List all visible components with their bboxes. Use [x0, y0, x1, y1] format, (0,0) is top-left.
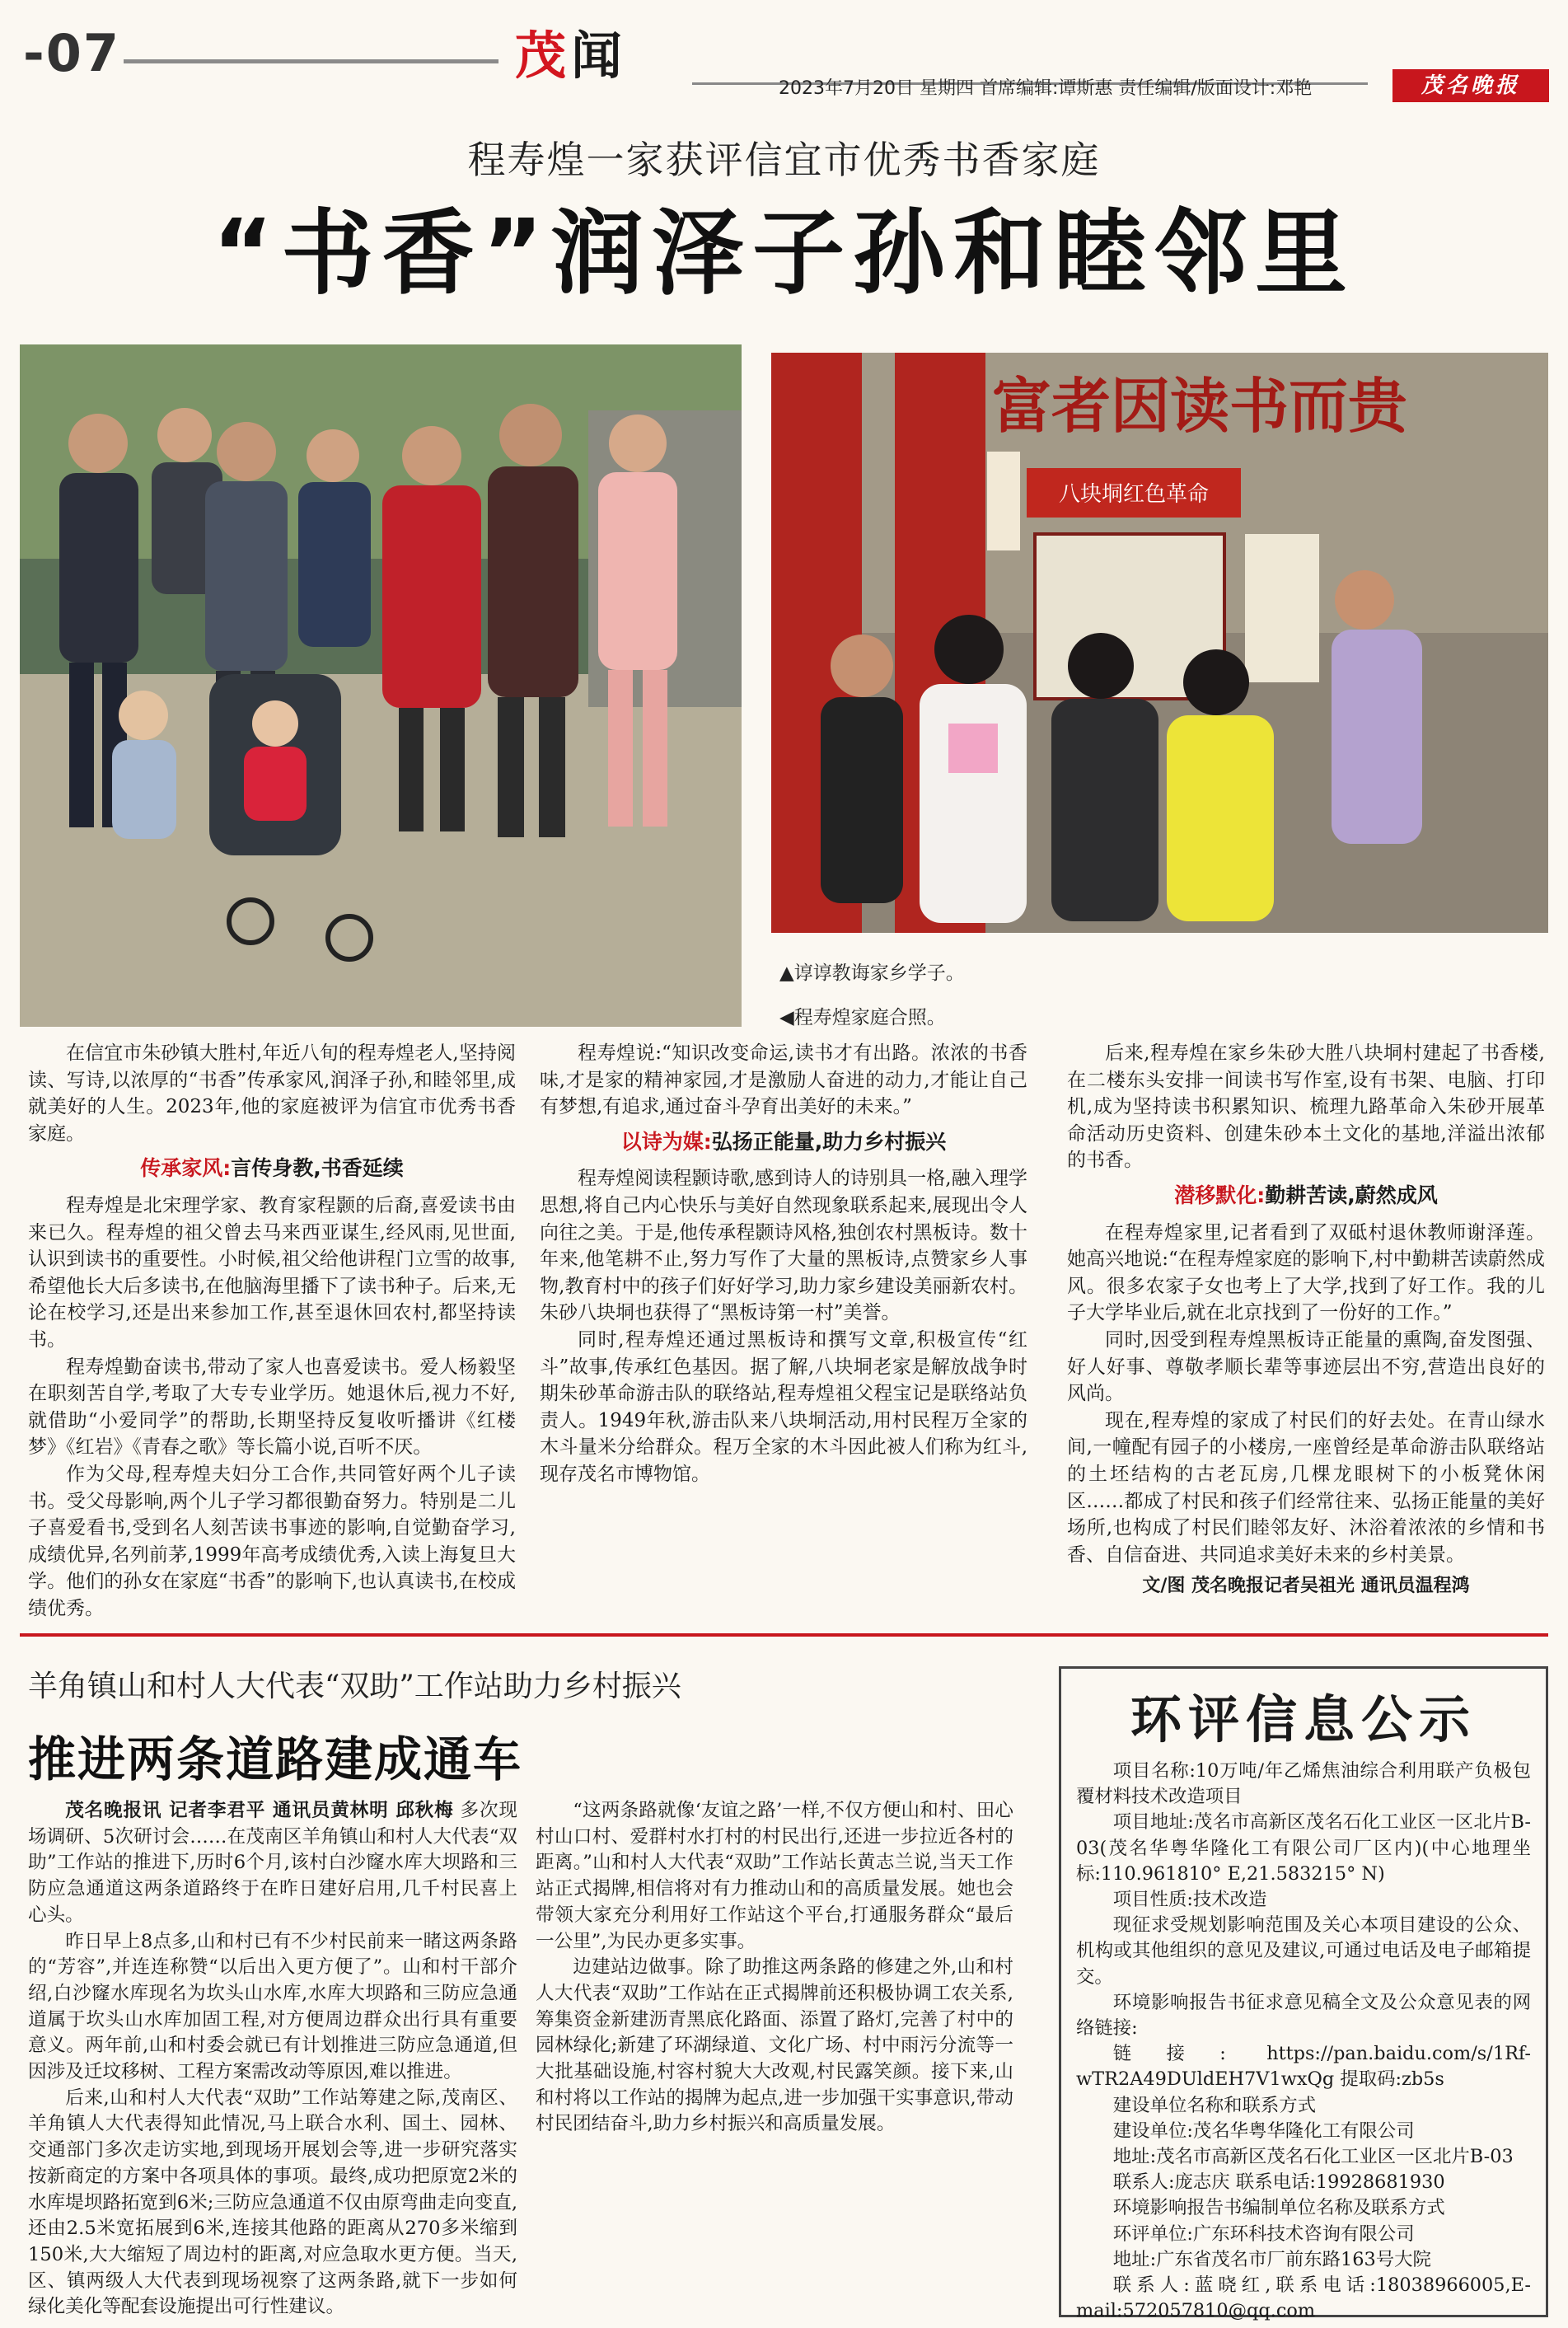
- subhead-rest: 言传身教,书香延续: [231, 1156, 404, 1181]
- story1-byline: 文/图 茂名晚报记者吴祖光 通讯员温程鸿: [1142, 1576, 1470, 1597]
- subhead-key: 传承家风: [140, 1156, 223, 1181]
- notice-line: 环境影响报告书编制单位名称及联系方式: [1112, 2197, 1445, 2219]
- header-rule: [124, 59, 498, 63]
- notice-line: 联系人:蓝晓红,联系电话:18038966005,E-mail:572057810@qq.com: [1076, 2274, 1531, 2322]
- story1-paragraph: 程寿煌勤奋读书,带动了家人也喜爱读书。爱人杨毅坚在职刻苦自学,考取了大专专业学历。她退休后,视力不好,就借助“小爱同学”的帮助,长期坚持反复收听播讲《红楼梦》《红岩》《青春之歌》等长篇小说,百听不厌。: [28, 1356, 516, 1459]
- family-photo: [20, 344, 742, 1027]
- banner-text: 八块垌红色革命: [1058, 482, 1210, 507]
- story1-intro: 在信宜市朱砂镇大胜村,年近八旬的程寿煌老人,坚持阅读、写诗,以浓厚的“书香”传承家风,润泽子孙,和睦邻里,成就美好的人生。2023年,他的家庭被评为信宜市优秀书香家庭。: [28, 1042, 516, 1145]
- subhead-rest: 弘扬正能量,助力乡村振兴: [711, 1129, 947, 1154]
- notice-line: 地址:广东省茂名市厂前东路163号大院: [1112, 2248, 1431, 2270]
- story1-subhead-2: 以诗为媒:弘扬正能量,助力乡村振兴: [620, 1129, 947, 1154]
- story2-byline: 茂名晚报讯 记者李君平 通讯员黄林明 邱秋梅: [65, 1800, 454, 1821]
- notice-line: 项目性质:技术改造: [1112, 1889, 1267, 1911]
- story2-paragraph: “这两条路就像‘友谊之路’一样,不仅方便山和村、田心村山口村、爱群村水打村的村民出行,还进一步拉近各村的距离。”山和村人大代表“双助”工作站长黄志兰说,当天工作站正式揭牌,相信将对有力推动山和的高质量发展。她也会带领大家充分利用好工作站这个平台,打通服务群众“最后一公里”,为民办更多实事。: [536, 1800, 1013, 1952]
- story2-lead-text: 多次现场调研、5次研讨会……在茂南区羊角镇山和村人大代表“双助”工作站的推进下,历时6个月,该村白沙窿水库大坝路和三防应急通道这两条道路终于在昨日建好启用,几千村民喜上心头。: [28, 1800, 518, 1926]
- notice-line: 地址:茂名市高新区茂名石化工业区一区北片B-03: [1112, 2146, 1514, 2168]
- story1-paragraph: 程寿煌是北宋理学家、教育家程颢的后裔,喜爱读书由来已久。程寿煌的祖父曾去马来西亚谋生,经风雨,见世面,认识到读书的重要性。小时候,祖父给他讲程门立雪的故事,希望他长大后多读书,在他脑海里播下了读书种子。后来,无论在校学习,还是出来参加工作,甚至退休回农村,都坚持读书。: [28, 1194, 516, 1351]
- photo-caption-right: ▲谆谆教诲家乡学子。: [779, 963, 965, 984]
- story1-paragraph: 后来,程寿煌在家乡朱砂大胜八块垌村建起了书香楼,在二楼东头安排一间读书写作室,设有书架、电脑、打印机,成为坚持读书积累知识、梳理九路革命入朱砂开展革命活动历史资料、创建朱砂本土文化的基地,洋溢出浓郁的书香。: [1067, 1042, 1545, 1172]
- story1-paragraph: 现在,程寿煌的家成了村民们的好去处。在青山绿水间,一幢配有园子的小楼房,一座曾经是革命游击队联络站的土坯结构的古老瓦房,几棵龙眼树下的小板凳休闲区……都成了村民和孩子们经常往来、弘扬正能量的美好场所,也构成了村民们睦邻友好、沐浴着浓浓的乡情和书香、自信奋进、共同追求美好未来的乡村美景。: [1067, 1409, 1545, 1566]
- eia-notice-box: [1059, 1666, 1548, 2322]
- notice-line: 项目地址:茂名市高新区茂名石化工业区一区北片B-03(茂名华粤华隆化工有限公司厂区内)(中心地理坐标:110.961810° E,21.583215° N): [1076, 1811, 1531, 1885]
- page-number: -07: [23, 23, 121, 83]
- story1-paragraph: 在程寿煌家里,记者看到了双砥村退休教师谢泽莲。她高兴地说:“在程寿煌家庭的影响下,村中勤耕苦读蔚然成风。很多农家子女也考上了大学,找到了好工作。我的儿子大学毕业后,就在北京找到了一份好的工作。”: [1067, 1221, 1545, 1324]
- page-header: [0, 0, 1568, 115]
- sign-text: 富者因读书而贵: [991, 371, 1408, 441]
- masthead-logo: 茂名晚报: [1392, 69, 1549, 102]
- subhead-key: 潜移默化: [1174, 1183, 1257, 1207]
- section-logo-mao: 茂: [515, 26, 572, 86]
- dateline: 2023年7月20日 星期四 首席编辑:谭斯惠 责任编辑/版面设计:邓艳: [779, 78, 1313, 99]
- family-photo-illustration: [20, 344, 742, 1027]
- story2-paragraph: 边建站边做事。除了助推这两条路的修建之外,山和村人大代表“双助”工作站在正式揭牌前还积极协调工农关系,筹集资金新建沥青黑底化路面、添置了路灯,完善了村中的园林绿化;新建了环湖绿道、文化广场、村中雨污分流等一大批基础设施,村容村貌大大改观,村民露笑颜。接下来,山和村将以工作站的揭牌为起点,进一步加强干实事意识,带动村民团结奋斗,助力乡村振兴和高质量发展。: [536, 1956, 1013, 2135]
- notice-line: 项目名称:10万吨/年乙烯焦油综合利用联产负极包覆材料技术改造项目: [1076, 1760, 1531, 1808]
- story1-paragraph: 作为父母,程寿煌夫妇分工合作,共同管好两个儿子读书。受父母影响,两个儿子学习都很勤奋努力。特别是二儿子喜爱看书,受到名人刻苦读书事迹的影响,自觉勤奋学习,成绩优异,名列前茅,1999年高考成绩优秀,入读上海复旦大学。他们的孙女在家庭“书香”的影响下,也认真读书,在校成绩优秀。: [28, 1463, 516, 1619]
- section-logo: [515, 15, 627, 88]
- story1-column-2: [540, 1040, 1027, 1488]
- notice-line: 联系人:庞志庆 联系电话:19928681930: [1112, 2171, 1445, 2194]
- notice-link[interactable]: 链接: https://pan.baidu.com/s/1Rf-wTR2A49DUldEH7V1wxQg 提取码:zb5s: [1076, 2043, 1531, 2091]
- story2-paragraph: 后来,山和村人大代表“双助”工作站筹建之际,茂南区、羊角镇人大代表得知此情况,马上联合水利、国土、园林、交通部门多次走访实地,到现场开展划会等,进一步研究落实按新商定的方案中各项具体的事项。最终,成功把原宽2米的水库堤坝路拓宽到6米;三防应急通道不仅由原弯曲走向变直,还由2.5米宽拓展到6米,连接其他路的距离从270多米缩到150米,大大缩短了周边村的距离,对应急取水更方便。当天,区、镇两级人大代表到现场视察了这两条路,就下一步如何绿化美化等配套设施提出可行性建议。: [28, 2087, 518, 2318]
- story2-kicker: 羊角镇山和村人大代表“双助”工作站助力乡村振兴: [28, 1670, 681, 1703]
- story1-paragraph: 同时,因受到程寿煌黑板诗正能量的熏陶,奋发图强、好人好事、尊敬孝顺长辈等事迹层出不穷,营造出良好的风尚。: [1067, 1328, 1545, 1405]
- notice-line: 现征求受规划影响范围及关心本项目建设的公众、机构或其他组织的意见及建议,可通过电话及电子邮箱提交。: [1076, 1914, 1531, 1988]
- notice-title: 环评信息公示: [1130, 1689, 1477, 1750]
- subhead-key: 以诗为媒: [620, 1129, 704, 1154]
- section-divider: [20, 1633, 1548, 1637]
- story1-column-3: [1067, 1040, 1545, 1600]
- story1-column-1: [28, 1040, 516, 1622]
- notice-line: 建设单位名称和联系方式: [1112, 2094, 1317, 2116]
- story1-paragraph: 程寿煌阅读程颢诗歌,感到诗人的诗别具一格,融入理学思想,将自己内心快乐与美好自然现象联系起来,展现出令人向往之美。于是,他传承程颢诗风格,独创农村黑板诗。数十年来,他笔耕不止,努力写作了大量的黑板诗,点赞家乡人事物,教育村中的孩子们好好学习,助力家乡建设美丽新农村。朱砂八块垌也获得了“黑板诗第一村”美誉。: [540, 1168, 1027, 1324]
- story2-column-1: [28, 1798, 517, 2321]
- subhead-rest: 勤耕苦读,蔚然成风: [1265, 1183, 1438, 1207]
- story2-column-2: [536, 1798, 1013, 2138]
- story1-headline: “书香”润泽子孙和睦邻里: [212, 200, 1356, 307]
- story1-paragraph: 程寿煌说:“知识改变命运,读书才有出路。浓浓的书香味,才是家的精神家园,才是激励人奋进的动力,才能让自己有梦想,有追求,通过奋斗孕育出美好的未来。”: [540, 1042, 1027, 1118]
- notice-line: 建设单位:茂名华粤华隆化工有限公司: [1112, 2120, 1415, 2142]
- story2-lead: [28, 1798, 517, 1929]
- students-photo: [771, 353, 1548, 933]
- section-logo-wen: 闻: [571, 26, 628, 86]
- notice-line: 环境影响报告书征求意见稿全文及公众意见表的网络链接:: [1076, 1991, 1531, 2040]
- story1-subhead-3: 潜移默化:勤耕苦读,蔚然成风: [1174, 1183, 1438, 1207]
- story2-title: 推进两条道路建成通车: [28, 1731, 523, 1787]
- photo-caption-left: ◀程寿煌家庭合照。: [779, 1007, 946, 1028]
- story1-paragraph: 同时,程寿煌还通过黑板诗和撰写文章,积极宣传“红斗”故事,传承红色基因。据了解,八块垌老家是解放战争时期朱砂革命游击队的联络站,程寿煌祖父程宝记是联络站负责人。1949年秋,游击队来八块垌活动,用村民程万全家的木斗量米分给群众。程万全家的木斗因此被人们称为红斗,现存茂名市博物馆。: [540, 1328, 1027, 1485]
- notice-body: [1076, 1759, 1531, 2324]
- students-photo-illustration: [771, 353, 1548, 933]
- story1-subhead-1: 传承家风:言传身教,书香延续: [140, 1156, 404, 1181]
- story2-paragraph: 昨日早上8点多,山和村已有不少村民前来一睹这两条路的“芳容”,并连连称赞“以后出入更方便了”。山和村干部介绍,白沙窿水库现名为坎头山水库,水库大坝路和三防应急通道属于坎头山水库加固工程,对方便周边群众出行具有重要意义。两年前,山和村委会就已有计划推进三防应急通道,但因涉及迁坟移树、工程方案需改动等原因,难以推进。: [28, 1930, 517, 2083]
- notice-line: 环评单位:广东环科技术咨询有限公司: [1112, 2223, 1415, 2245]
- story1-kicker: 程寿煌一家获评信宜市优秀书香家庭: [467, 138, 1101, 182]
